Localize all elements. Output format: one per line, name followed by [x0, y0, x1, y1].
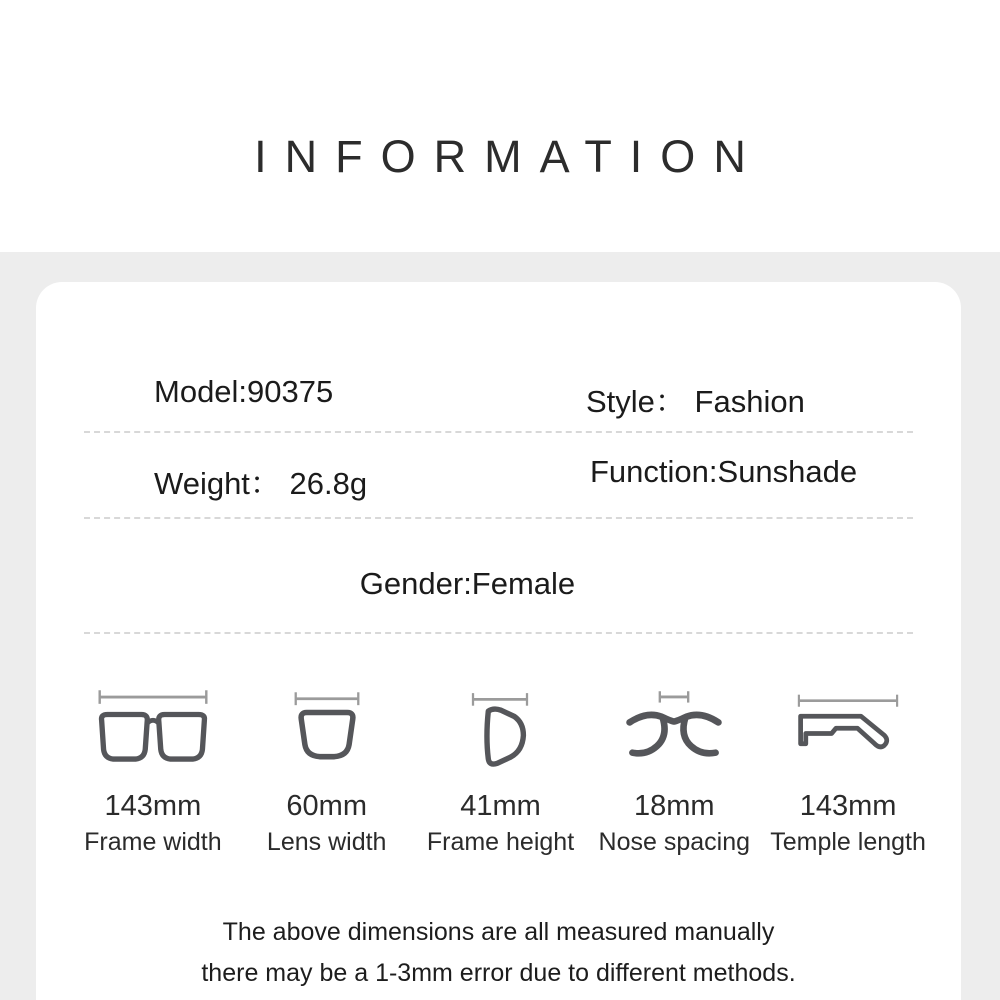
measurement-label: Nose spacing [598, 828, 751, 856]
measurement-frame-width [66, 680, 240, 857]
measurement-value: 18mm [634, 790, 715, 822]
disclaimer-line2: there may be a 1-3mm error due to different methods. [201, 959, 796, 987]
disclaimer [36, 912, 961, 994]
lens-height-icon [464, 680, 536, 780]
spec-gender: Gender:Female [359, 566, 576, 601]
measurements-row [66, 680, 935, 857]
spec-function: Function:Sunshade [590, 454, 858, 489]
spec-card [36, 282, 961, 1000]
measurement-value: 143mm [104, 790, 202, 822]
glasses-front-icon [90, 680, 216, 780]
temple-arm-icon [792, 680, 904, 780]
divider [84, 431, 913, 433]
measurement-frame-height [414, 680, 588, 857]
divider [84, 632, 913, 634]
measurement-temple-length [761, 680, 935, 857]
measurement-value: 143mm [799, 790, 897, 822]
measurement-label: Lens width [266, 828, 387, 856]
lens-icon [281, 680, 373, 780]
spec-weight: Weight： 26.8g [154, 466, 368, 501]
measurement-value: 41mm [460, 790, 541, 822]
measurement-nose-spacing [587, 680, 761, 857]
info-section [0, 252, 1000, 1000]
spec-style: Style： Fashion [586, 384, 805, 419]
measurement-label: Frame height [426, 828, 575, 856]
measurement-value: 60mm [286, 790, 367, 822]
page-title: INFORMATION [254, 131, 764, 182]
divider [84, 517, 913, 519]
measurement-label: Frame width [84, 828, 222, 856]
measurement-label: Temple length [770, 828, 926, 856]
spec-model: Model:90375 [154, 374, 334, 409]
disclaimer-line1: The above dimensions are all measured manually [222, 918, 775, 946]
measurement-lens-width [240, 680, 414, 857]
nose-bridge-icon [622, 680, 726, 780]
